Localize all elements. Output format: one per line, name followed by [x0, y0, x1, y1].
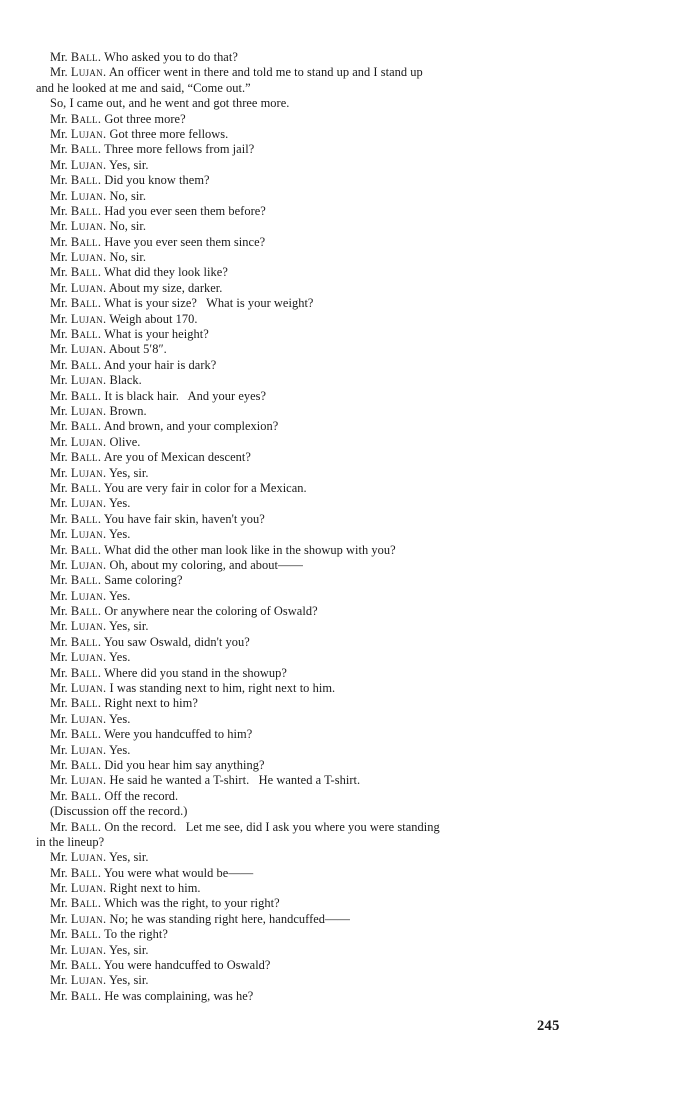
- utterance-text: Black.: [109, 373, 142, 388]
- transcript-continuation-line: (Discussion off the record.): [50, 804, 188, 819]
- speaker-name: Lujan.: [70, 557, 107, 572]
- utterance-text: You saw Oswald, didn't you?: [103, 634, 250, 649]
- utterance-text: Oh, about my coloring, and about——: [109, 557, 303, 572]
- utterance-text: Yes.: [109, 711, 131, 726]
- speaker-name: Lujan.: [70, 619, 107, 634]
- transcript-line: [36, 173, 576, 188]
- utterance-text: Yes.: [109, 742, 131, 757]
- transcript-line: [36, 666, 576, 681]
- speaker-name: Lujan.: [70, 65, 107, 80]
- speaker-name: Lujan.: [70, 942, 107, 957]
- utterance-text: Who asked you to do that?: [104, 50, 238, 64]
- utterance-text: And your hair is dark?: [103, 357, 217, 372]
- speaker-name: Ball.: [70, 819, 102, 834]
- speaker-title: Mr.: [50, 388, 68, 403]
- speaker-title: Mr.: [50, 727, 68, 742]
- speaker-name: Ball.: [70, 696, 102, 711]
- transcript-line: [36, 896, 576, 911]
- transcript-line: [36, 142, 576, 157]
- speaker-title: Mr.: [50, 681, 68, 696]
- speaker-name: Lujan.: [70, 157, 107, 172]
- speaker-title: Mr.: [50, 280, 68, 295]
- utterance-text: Where did you stand in the showup?: [104, 665, 287, 680]
- transcript-line: [36, 496, 576, 511]
- transcript-line: [36, 543, 576, 558]
- speaker-name: Lujan.: [70, 280, 107, 295]
- utterance-text: You were what would be——: [103, 865, 254, 880]
- transcript-line: [36, 743, 576, 758]
- transcript-line: [36, 112, 576, 127]
- speaker-title: Mr.: [50, 250, 68, 265]
- speaker-name: Ball.: [70, 234, 102, 249]
- utterance-text: Weigh about 170.: [109, 311, 198, 326]
- transcript-line: [36, 50, 576, 65]
- speaker-name: Ball.: [70, 634, 102, 649]
- utterance-text: You have fair skin, haven't you?: [103, 511, 265, 526]
- speaker-name: Lujan.: [70, 403, 107, 418]
- speaker-title: Mr.: [50, 234, 68, 249]
- speaker-name: Ball.: [70, 388, 102, 403]
- speaker-title: Mr.: [50, 927, 68, 942]
- speaker-title: Mr.: [50, 604, 68, 619]
- speaker-title: Mr.: [50, 619, 68, 634]
- utterance-text: Did you know them?: [104, 173, 210, 188]
- speaker-title: Mr.: [50, 773, 68, 788]
- speaker-title: Mr.: [50, 527, 68, 542]
- transcript-line: [36, 958, 576, 973]
- speaker-name: Ball.: [70, 327, 102, 342]
- transcript-line: [36, 327, 576, 342]
- transcript-line: [36, 712, 576, 727]
- speaker-name: Ball.: [70, 511, 102, 526]
- speaker-name: Ball.: [70, 988, 102, 1003]
- transcript-line: [36, 404, 576, 419]
- speaker-title: Mr.: [50, 850, 68, 865]
- utterance-text: Did you hear him say anything?: [104, 757, 265, 772]
- transcript-line: [36, 866, 576, 881]
- utterance-text: Are you of Mexican descent?: [103, 450, 251, 465]
- utterance-text: He said he wanted a T-shirt. He wanted a T-shirt.: [109, 773, 361, 788]
- speaker-name: Lujan.: [70, 465, 107, 480]
- speaker-name: Ball.: [70, 419, 102, 434]
- speaker-name: Ball.: [70, 265, 102, 280]
- utterance-text: No; he was standing right here, handcuffed——: [109, 911, 350, 926]
- transcript-line: [36, 727, 576, 742]
- speaker-title: Mr.: [50, 403, 68, 418]
- speaker-title: Mr.: [50, 419, 68, 434]
- speaker-title: Mr.: [50, 203, 68, 218]
- speaker-name: Ball.: [70, 111, 102, 126]
- utterance-text: No, sir.: [109, 219, 147, 234]
- speaker-title: Mr.: [50, 973, 68, 988]
- utterance-text: Yes.: [109, 650, 131, 665]
- utterance-text: What did the other man look like in the showup with you?: [104, 542, 396, 557]
- speaker-name: Lujan.: [70, 373, 107, 388]
- transcript-line: [36, 789, 576, 804]
- utterance-text: No, sir.: [109, 188, 147, 203]
- transcript-line: [36, 558, 576, 573]
- utterance-text: Right next to him.: [109, 881, 201, 896]
- utterance-text: Yes, sir.: [109, 973, 149, 988]
- speaker-name: Lujan.: [70, 311, 107, 326]
- transcript-line: [36, 450, 576, 465]
- transcript-line: [36, 358, 576, 373]
- speaker-name: Ball.: [70, 788, 102, 803]
- utterance-text: Which was the right, to your right?: [104, 896, 280, 911]
- transcript-continuation-line: in the lineup?: [36, 834, 105, 849]
- transcript-line: [36, 65, 576, 80]
- utterance-text: About 5′8″.: [108, 342, 167, 357]
- utterance-text: Yes, sir.: [109, 465, 149, 480]
- speaker-name: Lujan.: [70, 219, 107, 234]
- speaker-name: Ball.: [70, 450, 102, 465]
- speaker-name: Lujan.: [70, 188, 107, 203]
- speaker-name: Lujan.: [70, 681, 107, 696]
- speaker-title: Mr.: [50, 357, 68, 372]
- transcript-page: [36, 50, 576, 1004]
- speaker-name: Ball.: [70, 927, 102, 942]
- speaker-title: Mr.: [50, 958, 68, 973]
- speaker-name: Lujan.: [70, 850, 107, 865]
- transcript-line: [36, 850, 576, 865]
- speaker-title: Mr.: [50, 311, 68, 326]
- utterance-text: Off the record.: [104, 788, 179, 803]
- utterance-text: Same coloring?: [104, 573, 183, 588]
- speaker-title: Mr.: [50, 111, 68, 126]
- utterance-text: You are very fair in color for a Mexican.: [103, 480, 307, 495]
- transcript-line: [36, 927, 576, 942]
- transcript-line: [36, 296, 576, 311]
- utterance-text: I was standing next to him, right next to him.: [109, 681, 336, 696]
- speaker-name: Ball.: [70, 727, 102, 742]
- speaker-title: Mr.: [50, 126, 68, 141]
- transcript-line: [36, 435, 576, 450]
- speaker-title: Mr.: [50, 711, 68, 726]
- transcript-line: [36, 281, 576, 296]
- speaker-title: Mr.: [50, 757, 68, 772]
- utterance-text: Right next to him?: [104, 696, 198, 711]
- speaker-title: Mr.: [50, 896, 68, 911]
- page-number: 245: [537, 1018, 560, 1034]
- transcript-line: [36, 696, 576, 711]
- speaker-name: Lujan.: [70, 250, 107, 265]
- utterance-text: It is black hair. And your eyes?: [104, 388, 267, 403]
- utterance-text: An officer went in there and told me to stand up and I stand up: [108, 65, 423, 80]
- speaker-name: Ball.: [70, 573, 102, 588]
- speaker-title: Mr.: [50, 865, 68, 880]
- utterance-text: He was complaining, was he?: [104, 988, 254, 1003]
- speaker-name: Ball.: [70, 865, 102, 880]
- transcript-line: [36, 943, 576, 958]
- speaker-title: Mr.: [50, 557, 68, 572]
- speaker-name: Ball.: [70, 604, 102, 619]
- speaker-title: Mr.: [50, 173, 68, 188]
- speaker-name: Lujan.: [70, 126, 107, 141]
- utterance-text: Yes.: [109, 588, 131, 603]
- speaker-title: Mr.: [50, 434, 68, 449]
- transcript-line: [36, 912, 576, 927]
- transcript-line: [36, 604, 576, 619]
- utterance-text: About my size, darker.: [108, 280, 223, 295]
- utterance-text: On the record. Let me see, did I ask you where you were standing: [104, 819, 440, 834]
- speaker-title: Mr.: [50, 588, 68, 603]
- transcript-line: [36, 389, 576, 404]
- speaker-title: Mr.: [50, 219, 68, 234]
- speaker-title: Mr.: [50, 665, 68, 680]
- speaker-title: Mr.: [50, 342, 68, 357]
- transcript-line: [36, 235, 576, 250]
- utterance-text: Have you ever seen them since?: [104, 234, 266, 249]
- utterance-text: Were you handcuffed to him?: [104, 727, 253, 742]
- transcript-line: [36, 312, 576, 327]
- speaker-title: Mr.: [50, 988, 68, 1003]
- transcript-continuation-line: and he looked at me and said, “Come out.”: [36, 80, 251, 95]
- speaker-name: Ball.: [70, 896, 102, 911]
- transcript-line: [36, 419, 576, 434]
- utterance-text: What did they look like?: [104, 265, 228, 280]
- transcript-line: [36, 973, 576, 988]
- speaker-title: Mr.: [50, 650, 68, 665]
- speaker-name: Ball.: [70, 665, 102, 680]
- transcript-line: [36, 589, 576, 604]
- speaker-title: Mr.: [50, 911, 68, 926]
- speaker-name: Lujan.: [70, 742, 107, 757]
- speaker-title: Mr.: [50, 573, 68, 588]
- transcript-line: [36, 650, 576, 665]
- utterance-text: Yes, sir.: [109, 619, 149, 634]
- speaker-name: Lujan.: [70, 527, 107, 542]
- speaker-name: Lujan.: [70, 711, 107, 726]
- speaker-title: Mr.: [50, 188, 68, 203]
- transcript-line: [36, 373, 576, 388]
- speaker-name: Ball.: [70, 480, 102, 495]
- speaker-name: Lujan.: [70, 973, 107, 988]
- speaker-title: Mr.: [50, 480, 68, 495]
- speaker-name: Ball.: [70, 296, 102, 311]
- speaker-name: Ball.: [70, 542, 102, 557]
- utterance-text: Yes.: [109, 527, 131, 542]
- transcript-line: [36, 158, 576, 173]
- speaker-name: Ball.: [70, 50, 102, 64]
- utterance-text: What is your size? What is your weight?: [104, 296, 314, 311]
- transcript-line: [36, 619, 576, 634]
- speaker-name: Lujan.: [70, 773, 107, 788]
- speaker-title: Mr.: [50, 496, 68, 511]
- utterance-text: What is your height?: [104, 327, 209, 342]
- speaker-name: Ball.: [70, 757, 102, 772]
- speaker-title: Mr.: [50, 634, 68, 649]
- transcript-line: [36, 820, 576, 835]
- speaker-title: Mr.: [50, 788, 68, 803]
- utterance-text: Yes.: [109, 496, 131, 511]
- speaker-title: Mr.: [50, 65, 68, 80]
- speaker-title: Mr.: [50, 327, 68, 342]
- transcript-line: [36, 204, 576, 219]
- utterance-text: And brown, and your complexion?: [103, 419, 279, 434]
- transcript-line: [36, 527, 576, 542]
- utterance-text: Yes, sir.: [109, 157, 149, 172]
- speaker-name: Ball.: [70, 173, 102, 188]
- utterance-text: You were handcuffed to Oswald?: [103, 958, 271, 973]
- utterance-text: Had you ever seen them before?: [104, 203, 266, 218]
- speaker-title: Mr.: [50, 465, 68, 480]
- transcript-line: [36, 219, 576, 234]
- speaker-name: Ball.: [70, 958, 102, 973]
- transcript-line: [36, 635, 576, 650]
- speaker-name: Lujan.: [70, 588, 107, 603]
- transcript-line: [36, 250, 576, 265]
- speaker-title: Mr.: [50, 373, 68, 388]
- speaker-name: Ball.: [70, 203, 102, 218]
- utterance-text: Brown.: [109, 403, 147, 418]
- speaker-title: Mr.: [50, 942, 68, 957]
- speaker-name: Lujan.: [70, 911, 107, 926]
- speaker-title: Mr.: [50, 142, 68, 157]
- transcript-line: [36, 466, 576, 481]
- transcript-line: [36, 881, 576, 896]
- speaker-title: Mr.: [50, 511, 68, 526]
- speaker-name: Lujan.: [70, 434, 107, 449]
- speaker-title: Mr.: [50, 542, 68, 557]
- speaker-title: Mr.: [50, 265, 68, 280]
- transcript-line: [36, 573, 576, 588]
- speaker-title: Mr.: [50, 50, 68, 64]
- speaker-name: Ball.: [70, 357, 102, 372]
- transcript-line: [36, 989, 576, 1004]
- transcript-line: [36, 481, 576, 496]
- speaker-name: Lujan.: [70, 650, 107, 665]
- speaker-title: Mr.: [50, 742, 68, 757]
- transcript-line: [36, 127, 576, 142]
- utterance-text: Got three more?: [104, 111, 186, 126]
- speaker-name: Lujan.: [70, 881, 107, 896]
- transcript-line: [36, 681, 576, 696]
- speaker-title: Mr.: [50, 881, 68, 896]
- utterance-text: Or anywhere near the coloring of Oswald?: [104, 604, 318, 619]
- transcript-line: [36, 773, 576, 788]
- speaker-title: Mr.: [50, 819, 68, 834]
- transcript-continuation-line: So, I came out, and he went and got three more.: [50, 96, 290, 111]
- speaker-title: Mr.: [50, 157, 68, 172]
- utterance-text: Yes, sir.: [109, 942, 149, 957]
- transcript-line: [36, 512, 576, 527]
- transcript-line: [36, 342, 576, 357]
- speaker-title: Mr.: [50, 696, 68, 711]
- utterance-text: Olive.: [109, 434, 141, 449]
- transcript-line: [36, 189, 576, 204]
- utterance-text: To the right?: [104, 927, 168, 942]
- utterance-text: Got three more fellows.: [109, 126, 229, 141]
- utterance-text: Three more fellows from jail?: [104, 142, 255, 157]
- speaker-name: Lujan.: [70, 496, 107, 511]
- speaker-title: Mr.: [50, 450, 68, 465]
- transcript-line: [36, 758, 576, 773]
- speaker-name: Lujan.: [70, 342, 107, 357]
- speaker-title: Mr.: [50, 296, 68, 311]
- transcript-line: [36, 265, 576, 280]
- utterance-text: Yes, sir.: [109, 850, 149, 865]
- speaker-name: Ball.: [70, 142, 102, 157]
- utterance-text: No, sir.: [109, 250, 147, 265]
